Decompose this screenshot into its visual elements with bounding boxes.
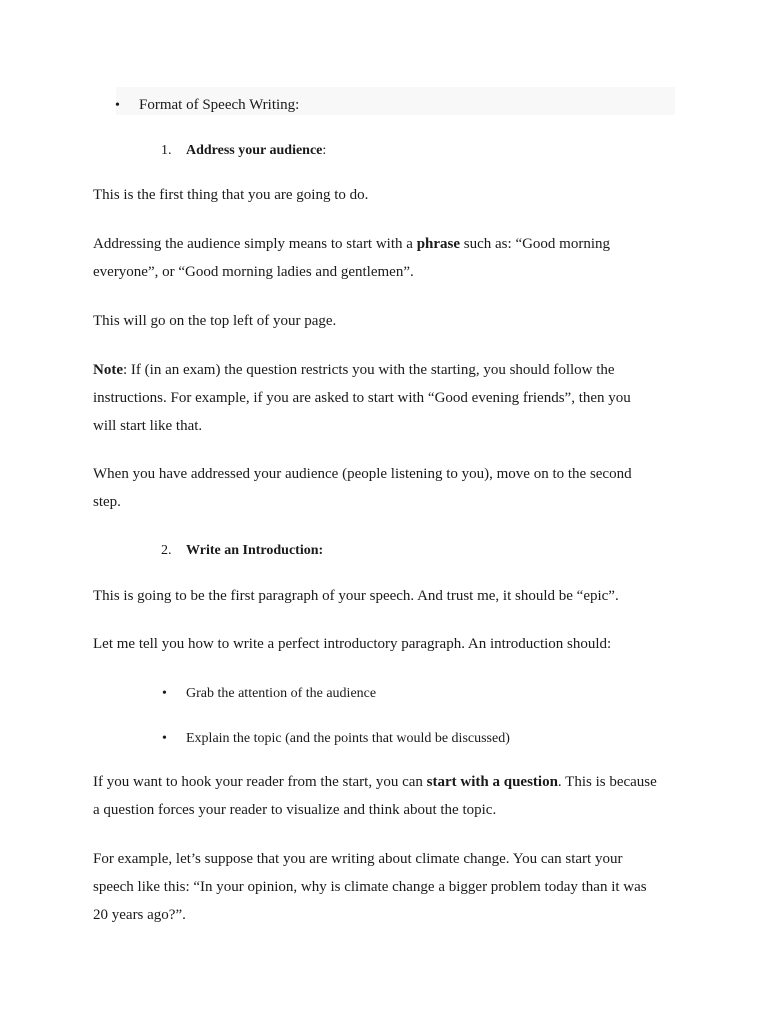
paragraph-first-speech: This is going to be the first paragraph of your speech. And trust me, it should be “epic”.: [93, 588, 619, 604]
list-item-explain-topic: Explain the topic (and the points that would be discussed): [186, 731, 510, 746]
paragraph-next-step: When you have addressed your audience (people listening to you), move on to the second step.: [93, 466, 632, 510]
section-heading: Format of Speech Writing:: [139, 97, 300, 113]
list-item-grab-attention: Grab the attention of the audience: [186, 686, 377, 701]
list-bullet: •: [162, 686, 167, 701]
step-2-title: Write an Introduction:: [186, 543, 324, 558]
paragraph-addressing: Addressing the audience simply means to start with a phrase such as: “Good morning everyone”, or “Good morning ladies and gentlemen”.: [93, 236, 611, 280]
step-2-number: 2.: [161, 543, 172, 558]
list-bullet: •: [162, 731, 167, 746]
heading-bullet: •: [115, 98, 120, 113]
step-1-title: Address your audience:: [186, 143, 327, 158]
paragraph-first-thing: This is the first thing that you are going to do.: [93, 187, 369, 203]
paragraph-climate-example: For example, let’s suppose that you are writing about climate change. You can start your speech like this: “In your opinion, why is climate change a bigger problem today than it was 20 years ago?”.: [93, 851, 647, 923]
step-1-number: 1.: [161, 143, 172, 158]
paragraph-note: Note: If (in an exam) the question restricts you with the starting, you should follow the instructions. For example, if you are asked to start with “Good evening friends”, then you will start like that.: [93, 362, 631, 434]
paragraph-top-left: This will go on the top left of your page.: [93, 313, 337, 329]
paragraph-introduction-should: Let me tell you how to write a perfect introductory paragraph. An introduction should:: [93, 636, 612, 652]
paragraph-hook-question: If you want to hook your reader from the start, you can start with a question. This is because a question forces your reader to visualize and think about the topic.: [93, 774, 657, 818]
